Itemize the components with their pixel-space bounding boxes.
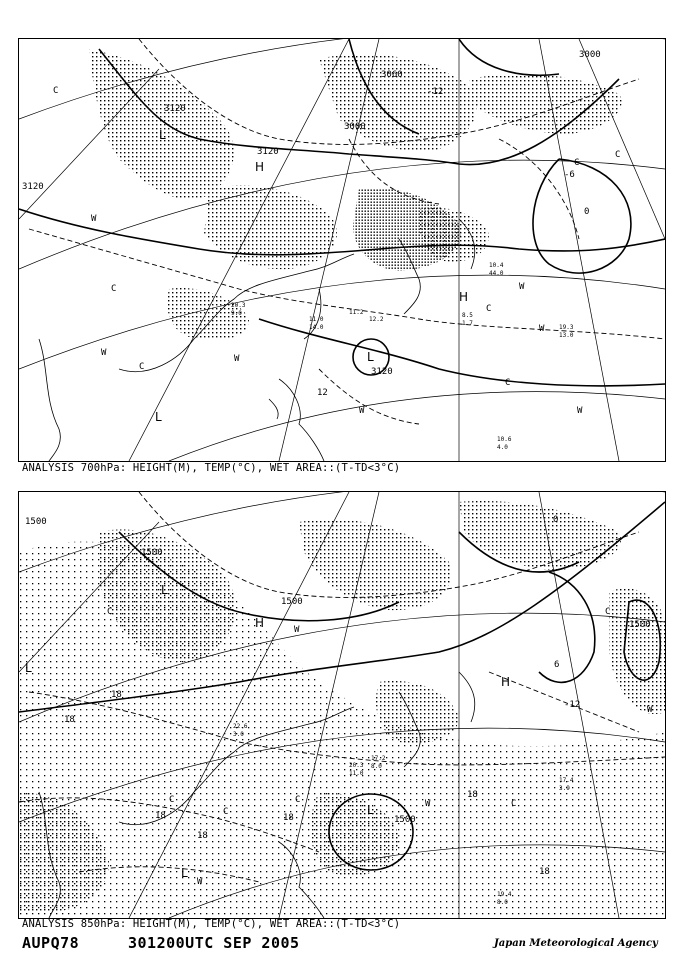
station-obs: 1.7 (462, 320, 473, 327)
temp-label: 18 (64, 715, 75, 725)
temp-label: 18 (155, 811, 166, 821)
station-obs: 19.3 (559, 324, 574, 331)
height-label: 3060 (381, 70, 403, 80)
station-obs: 11.0 (309, 316, 324, 323)
station-obs: 17.2 (371, 755, 386, 762)
height-label: 1500 (25, 517, 47, 527)
station-obs: 12.2 (369, 316, 384, 323)
map-700hpa-canvas (19, 39, 665, 461)
height-label: 3120 (371, 367, 393, 377)
temp-label: 0 (584, 207, 590, 217)
agency-credit: Japan Meteorological Agency (494, 938, 658, 949)
temp-label: -6 (564, 170, 575, 180)
warm-marker: W (234, 354, 240, 364)
height-label: 3120 (22, 182, 44, 192)
caption-700hpa: ANALYSIS 700hPa: HEIGHT(M), TEMP(°C), WET AREA::(T-TD<3°C) (22, 462, 401, 474)
cold-marker: C (107, 607, 113, 617)
height-label: 1500 (281, 597, 303, 607)
temp-label: 6 (554, 660, 560, 670)
low-marker: L (161, 583, 168, 597)
low-marker: L (367, 803, 374, 817)
station-obs: 8.0 (371, 763, 382, 770)
station-obs: 11.2 (349, 309, 364, 316)
station-obs: 20.3 (231, 302, 246, 309)
cold-marker: C (505, 378, 511, 388)
high-marker: H (255, 616, 265, 630)
low-marker: L (155, 410, 162, 424)
station-obs: 44.0 (489, 270, 504, 277)
temp-label: -12 (564, 700, 581, 710)
warm-marker: W (359, 406, 365, 416)
warm-marker: W (425, 799, 431, 809)
caption-850hpa: ANALYSIS 850hPa: HEIGHT(M), TEMP(°C), WET AREA::(T-TD<3°C) (22, 918, 401, 930)
cold-marker: C (574, 158, 580, 168)
chart-code: AUPQ78 (22, 934, 80, 952)
map-850hpa-canvas (19, 492, 665, 918)
station-obs: 4.0 (497, 444, 508, 451)
low-marker: L (181, 866, 188, 880)
station-obs: 11.0 (349, 770, 364, 777)
analysis-700hpa-map (18, 38, 666, 462)
height-label: 3120 (164, 104, 186, 114)
warm-marker: W (577, 406, 583, 416)
low-marker: L (367, 350, 374, 364)
station-obs: 20.3 (349, 762, 364, 769)
warm-marker: W (539, 324, 545, 334)
station-obs: 22.6 (233, 723, 248, 730)
cold-marker: C (295, 795, 301, 805)
station-obs: 19.4 (497, 891, 512, 898)
high-marker: H (501, 675, 511, 689)
warm-marker: W (91, 214, 97, 224)
cold-marker: C (605, 607, 611, 617)
station-obs: 3.0 (233, 731, 244, 738)
height-label: 1500 (141, 548, 163, 558)
warm-marker: W (519, 282, 525, 292)
station-obs: 8.5 (462, 312, 473, 319)
cold-marker: C (615, 150, 621, 160)
station-obs: 10.6 (497, 436, 512, 443)
valid-time: 301200UTC SEP 2005 (128, 934, 300, 952)
station-obs: 8.0 (497, 899, 508, 906)
station-obs: 14.0 (309, 324, 324, 331)
cold-marker: C (511, 799, 517, 809)
temp-label: 12 (317, 388, 328, 398)
temp-label: 18 (539, 867, 550, 877)
low-marker: L (159, 128, 166, 142)
station-obs: 17.4 (559, 777, 574, 784)
cold-marker: C (139, 362, 145, 372)
temp-label: 18 (283, 813, 294, 823)
temp-label: 18 (467, 790, 478, 800)
cold-marker: C (169, 795, 175, 805)
high-marker: H (255, 160, 265, 174)
height-label: 3120 (257, 147, 279, 157)
height-label: 3000 (579, 50, 601, 60)
warm-marker: W (197, 877, 203, 887)
low-marker: L (25, 661, 32, 675)
station-obs: 10.4 (489, 262, 504, 269)
high-marker: H (459, 290, 469, 304)
height-label: 1500 (394, 815, 416, 825)
warm-marker: W (647, 705, 653, 715)
height-label: 3000 (344, 122, 366, 132)
cold-marker: C (111, 284, 117, 294)
temp-label: 18 (197, 831, 208, 841)
warm-marker: W (294, 625, 300, 635)
warm-marker: W (101, 348, 107, 358)
cold-marker: C (53, 86, 59, 96)
temp-label: -12 (427, 87, 444, 97)
wet-area-700 (89, 49, 622, 340)
cold-marker: C (223, 807, 229, 817)
station-obs: 13.0 (559, 332, 574, 339)
station-obs: 9.0 (231, 310, 242, 317)
analysis-850hpa-map (18, 491, 666, 919)
station-obs: 3.9 (559, 785, 570, 792)
temp-label: 0 (553, 515, 559, 525)
temp-label: 18 (111, 690, 122, 700)
cold-marker: C (486, 304, 492, 314)
height-label: 1500 (629, 620, 651, 630)
